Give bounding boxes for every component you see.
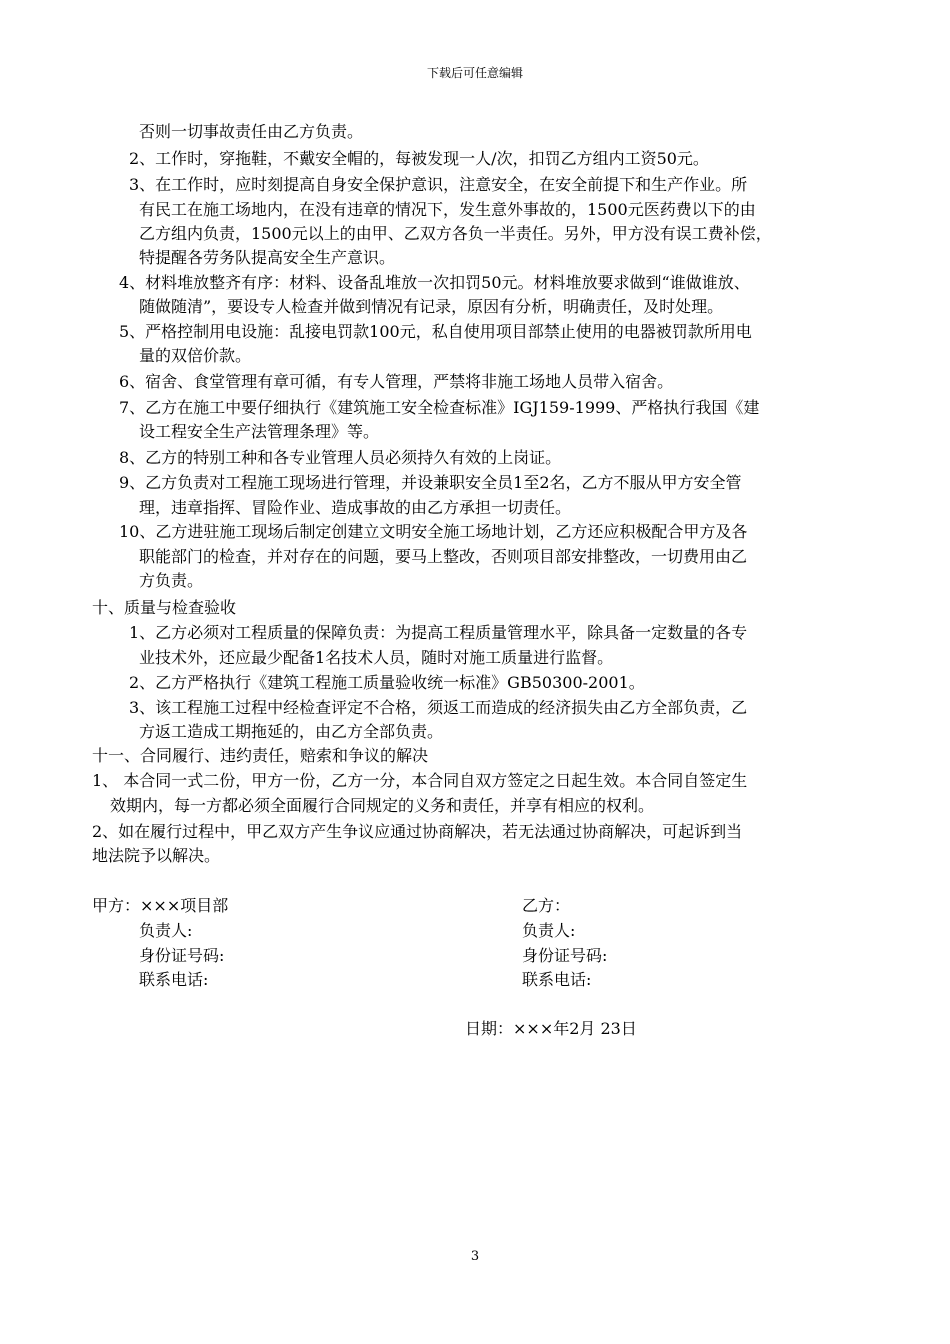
text-line: 职能部门的检查，并对存在的问题，要马上整改，否则项目部安排整改，一切费用由乙 — [139, 547, 748, 566]
text-line: 1、乙方必须对工程质量的保障负责：为提高工程质量管理水平，除具备一定数量的各专 — [129, 623, 748, 642]
text-line: 4、材料堆放整齐有序：材料、设备乱堆放一次扣罚50元。材料堆放要求做到“谁做谁放、 — [119, 273, 750, 292]
section-heading: 十、质量与检查验收 — [92, 598, 237, 617]
text-line: 随做随清”，要设专人检查并做到情况有记录，原因有分析，明确责任，及时处理。 — [139, 297, 724, 316]
party-b-responsible: 负责人: — [522, 921, 576, 940]
text-line: 设工程安全生产法管理条理》等。 — [139, 422, 380, 441]
text-line: 否则一切事故责任由乙方负责。 — [139, 122, 364, 141]
text-line: 3、在工作时，应时刻提高自身安全保护意识，注意安全，在安全前提下和生产作业。所 — [129, 175, 748, 194]
party-b-label: 乙方： — [522, 896, 571, 915]
party-b-phone: 联系电话: — [522, 970, 592, 989]
text-line: 有民工在施工场地内，在没有违章的情况下，发生意外事故的，1500元医药费以下的由 — [139, 200, 756, 219]
text-line: 乙方组内负责，1500元以上的由甲、乙双方各负一半责任。另外，甲方没有误工费补偿， — [139, 224, 772, 243]
contract-date: 日期：×××年2月 23日 — [465, 1019, 637, 1038]
text-line: 方负责。 — [139, 571, 204, 590]
text-line: 5、严格控制用电设施：乱接电罚款100元，私自使用项目部禁止使用的电器被罚款所用电 — [119, 322, 752, 341]
party-a-id: 身份证号码: — [139, 946, 225, 965]
text-line: 效期内，每一方都必须全面履行合同规定的义务和责任，并享有相应的权利。 — [110, 796, 655, 815]
text-line: 9、乙方负责对工程施工现场进行管理，并设兼职安全员1至2名，乙方不服从甲方安全管 — [119, 473, 742, 492]
text-line: 10、乙方进驻施工现场后制定创建立文明安全施工场地计划，乙方还应积极配合甲方及各 — [119, 522, 748, 541]
section-heading: 十一、合同履行、违约责任，赔索和争议的解决 — [92, 746, 429, 765]
text-line: 7、乙方在施工中要仔细执行《建筑施工安全检查标准》IGJ159-1999、严格执行我国《建 — [119, 398, 760, 417]
text-line: 理，违章指挥、冒险作业、造成事故的由乙方承担一切责任。 — [139, 498, 572, 517]
page-header: 下载后可任意编辑 — [426, 66, 523, 80]
text-line: 3、该工程施工过程中经检查评定不合格，须返工而造成的经济损失由乙方全部负责，乙 — [129, 698, 748, 717]
text-line: 量的双倍价款。 — [139, 346, 252, 365]
text-line: 8、乙方的特别工种和各专业管理人员必须持久有效的上岗证。 — [119, 448, 562, 467]
text-line: 2、如在履行过程中，甲乙双方产生争议应通过协商解决，若无法通过协商解决，可起诉到当 — [92, 822, 743, 841]
party-a-label: 甲方：×××项目部 — [92, 896, 229, 915]
text-line: 1、 本合同一式二份，甲方一份，乙方一分，本合同自双方签定之日起生效。本合同自签定生 — [92, 771, 748, 790]
party-a-responsible: 负责人: — [139, 921, 193, 940]
page-number: 3 — [470, 1249, 480, 1264]
party-b-id: 身份证号码: — [522, 946, 608, 965]
text-line: 方返工造成工期拖延的，由乙方全部负责。 — [139, 722, 444, 741]
text-line: 2、工作时，穿拖鞋，不戴安全帽的，每被发现一人/次，扣罚乙方组内工资50元。 — [129, 149, 709, 168]
text-line: 2、乙方严格执行《建筑工程施工质量验收统一标准》GB50300-2001。 — [129, 673, 645, 692]
text-line: 地法院予以解决。 — [92, 846, 221, 865]
text-line: 6、宿舍、食堂管理有章可循，有专人管理，严禁将非施工场地人员带入宿舍。 — [119, 372, 674, 391]
party-a-phone: 联系电话: — [139, 970, 209, 989]
text-line: 业技术外，还应最少配备1名技术人员，随时对施工质量进行监督。 — [139, 648, 614, 667]
text-line: 特提醒各劳务队提高安全生产意识。 — [139, 248, 396, 267]
